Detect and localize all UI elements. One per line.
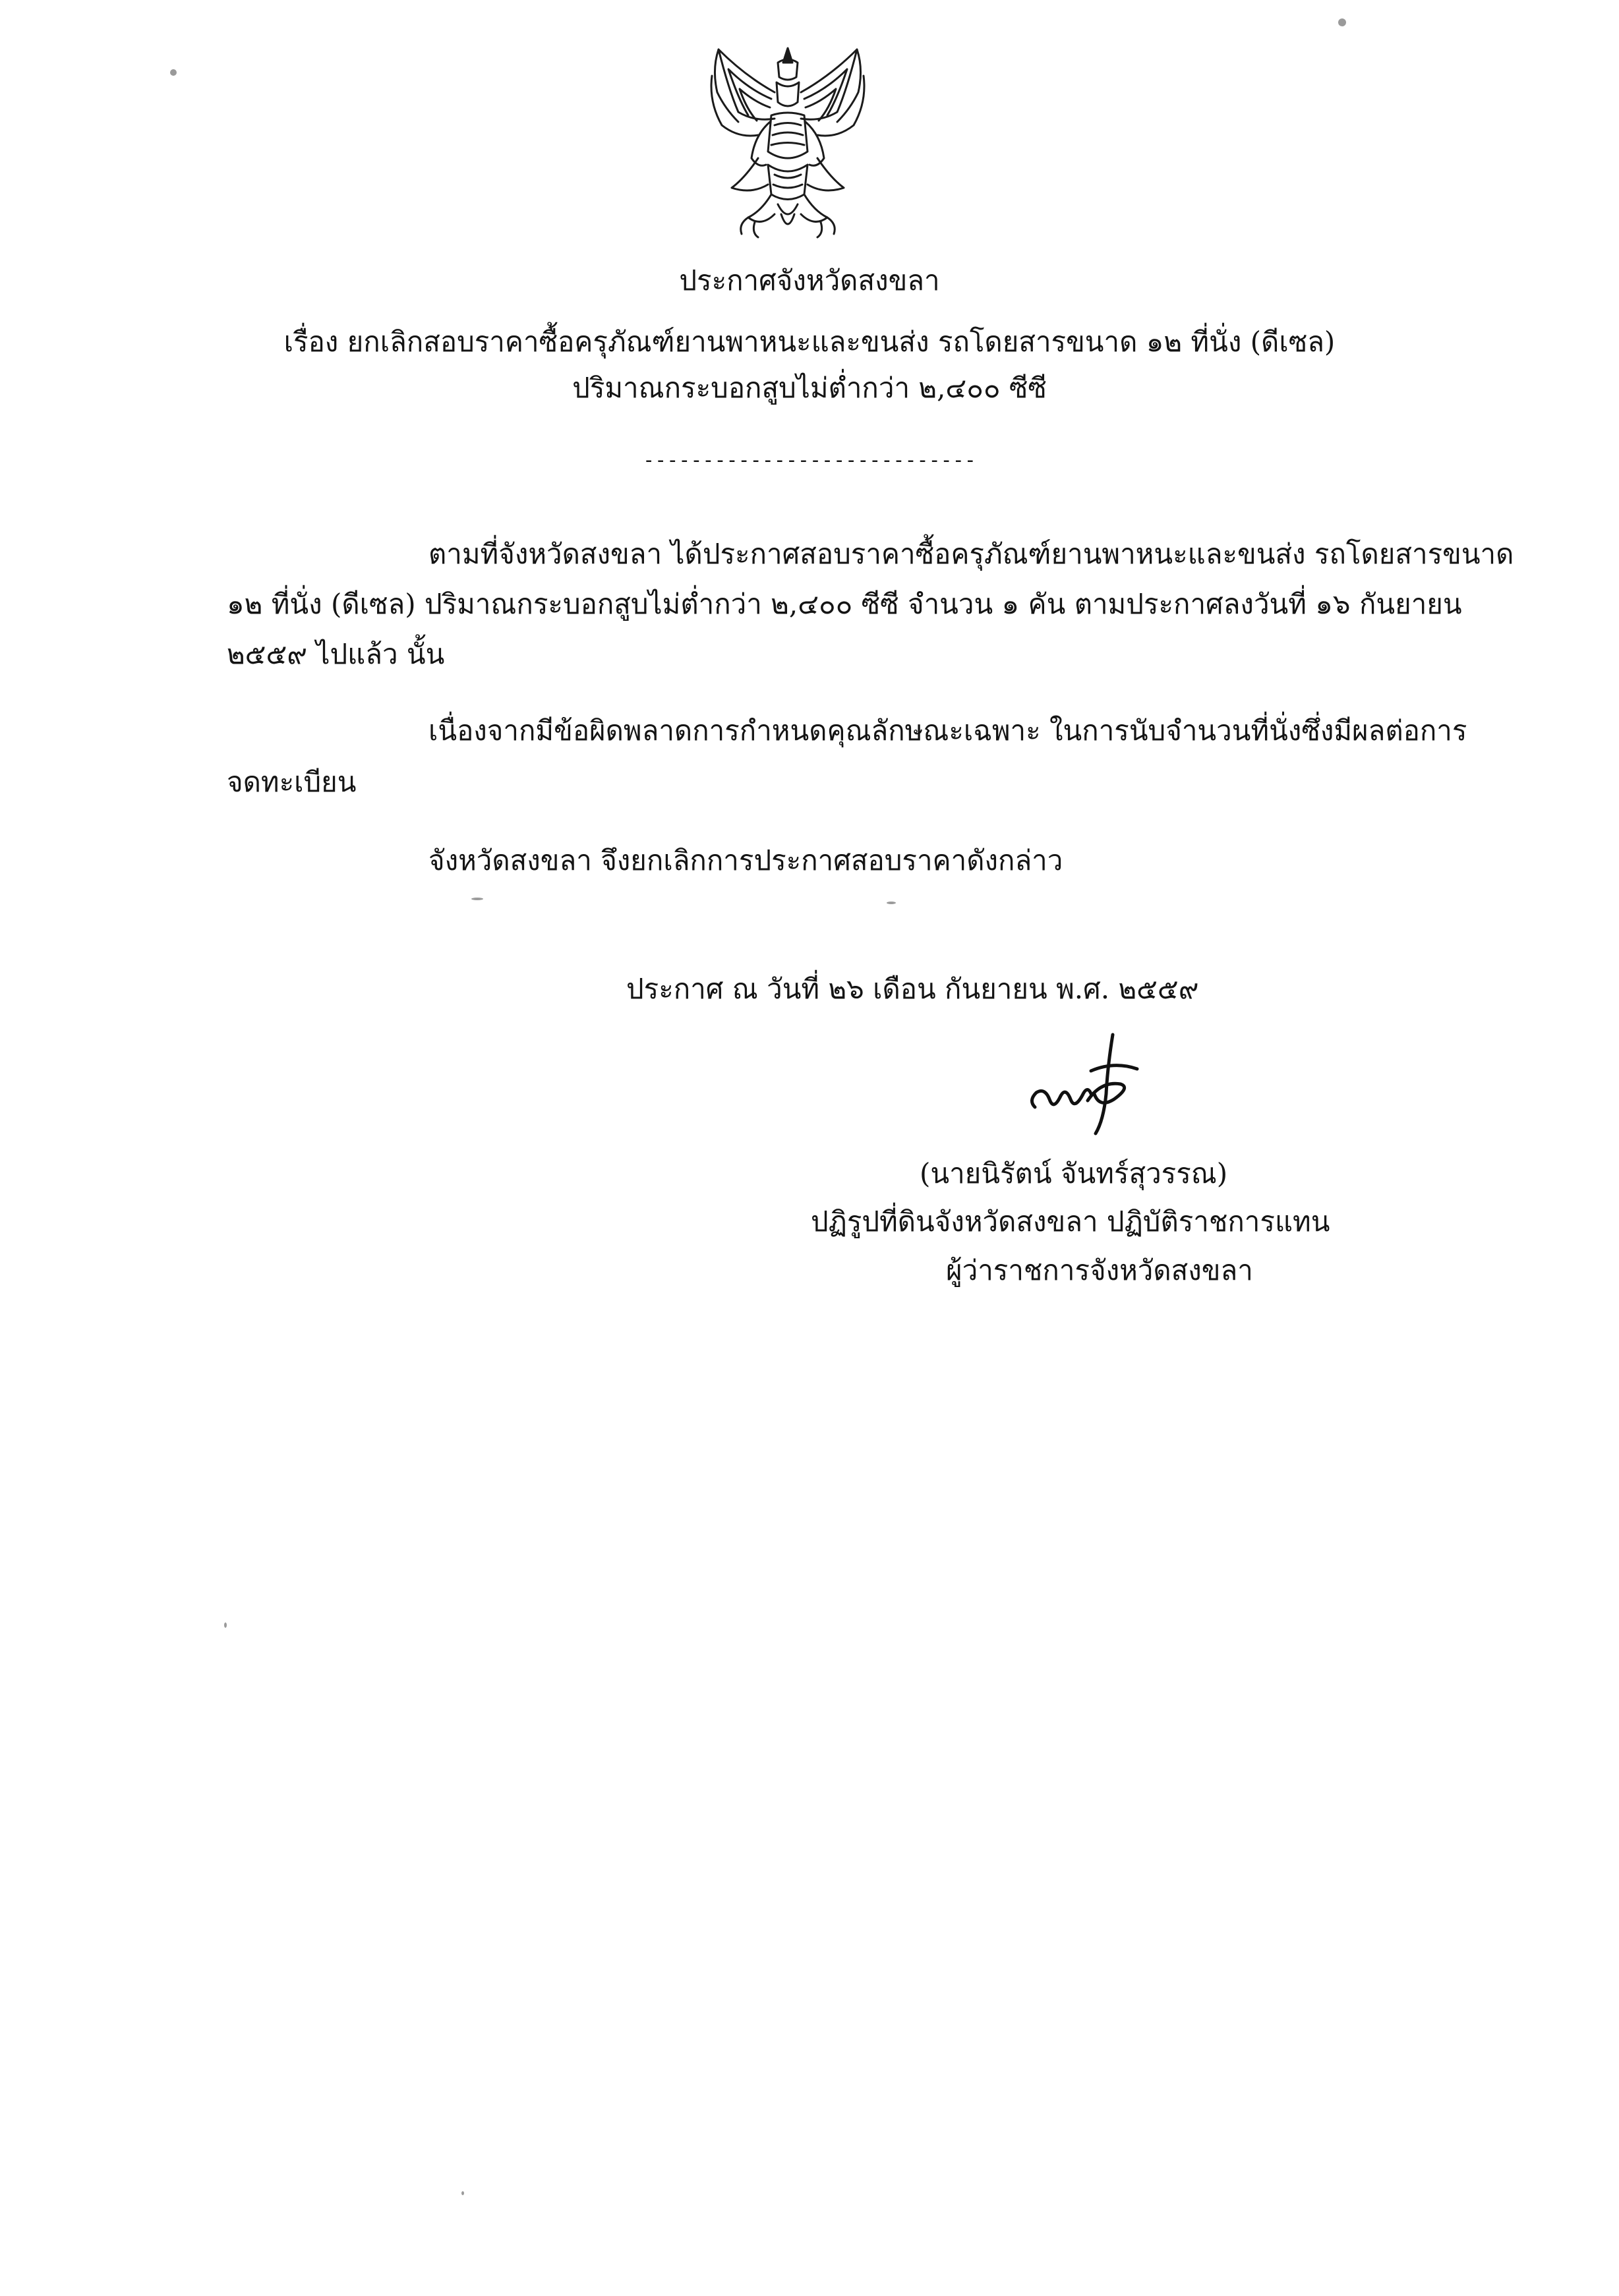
scan-speck <box>1338 18 1346 26</box>
subject-line-2: ปริมาณกระบอกสูบไม่ต่ำกว่า ๒,๔๐๐ ซีซี <box>572 372 1047 404</box>
handwritten-signature <box>1022 1021 1154 1140</box>
scan-speck <box>471 898 483 900</box>
signer-position-1: ปฏิรูปที่ดินจังหวัดสงขลา ปฏิบัติราชการแทน <box>811 1205 1330 1238</box>
signer-name: (นายนิรัตน์ จันทร์สุวรรณ) <box>920 1157 1228 1190</box>
garuda-emblem-icon <box>692 36 883 247</box>
signer-position-2: ผู้ว่าราชการจังหวัดสงขลา <box>946 1254 1253 1286</box>
paragraph-2-line-1: เนื่องจากมีข้อผิดพลาดการกำหนดคุณลักษณะเฉพาะ ในการนับจำนวนที่นั่งซึ่งมีผลต่อการ <box>428 714 1467 747</box>
paragraph-1-line-3: ๒๕๕๙ ไปแล้ว นั้น <box>227 638 445 670</box>
section-divider: ---------------------------- <box>643 449 976 472</box>
scan-speck <box>887 902 896 904</box>
scan-speck <box>461 2191 464 2195</box>
announcement-date: ประกาศ ณ วันที่ ๒๖ เดือน กันยายน พ.ศ. ๒๕๕๙ <box>626 973 1199 1005</box>
announcement-title: ประกาศจังหวัดสงขลา <box>679 264 940 297</box>
paragraph-2-line-2: จดทะเบียน <box>227 766 357 798</box>
scan-speck <box>170 69 177 76</box>
paragraph-1-line-1: ตามที่จังหวัดสงขลา ได้ประกาศสอบราคาซื้อครุภัณฑ์ยานพาหนะและขนส่ง รถโดยสารขนาด <box>428 538 1514 570</box>
paragraph-3: จังหวัดสงขลา จึงยกเลิกการประกาศสอบราคาดังกล่าว <box>428 844 1063 876</box>
paragraph-1-line-2: ๑๒ ที่นั่ง (ดีเซล) ปริมาณกระบอกสูบไม่ต่ำกว่า ๒,๔๐๐ ซีซี จำนวน ๑ คัน ตามประกาศลงวันที่ ๑๖ กันยายน <box>227 588 1462 620</box>
subject-line-1: เรื่อง ยกเลิกสอบราคาซื้อครุภัณฑ์ยานพาหนะและขนส่ง รถโดยสารขนาด ๑๒ ที่นั่ง (ดีเซล) <box>283 326 1336 358</box>
scan-speck <box>224 1622 227 1628</box>
